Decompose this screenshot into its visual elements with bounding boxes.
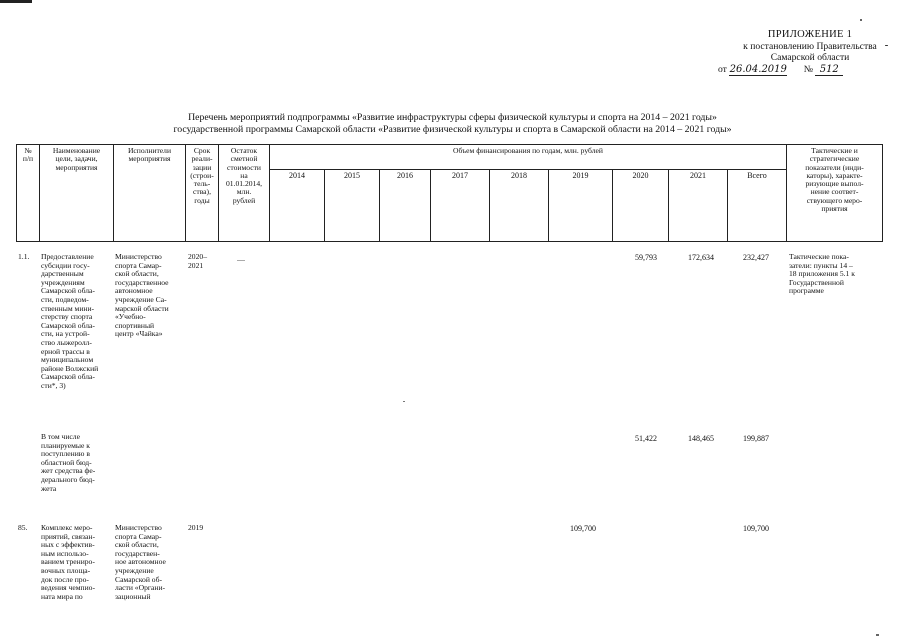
scan-corner-mark xyxy=(0,0,32,3)
header-remainder: Остаток сметной стоимости на 01.01.2014, млн. рублей xyxy=(218,144,270,242)
scan-speck xyxy=(860,19,862,21)
row-value-2021: 148,465 xyxy=(688,434,714,443)
row-value-total: 109,700 xyxy=(743,524,769,533)
year-header: 2015 xyxy=(324,169,380,242)
from-prefix: от xyxy=(718,64,727,75)
scan-speck xyxy=(876,634,879,636)
year-header: 2017 xyxy=(430,169,490,242)
decree-date: 26.04.2019 xyxy=(729,64,787,75)
header-indicators: Тактические и стратегические показатели (инди- каторы), характе- ризующие выпол- нение соответ- ствующего меро- приятия xyxy=(786,144,883,242)
year-header: 2014 xyxy=(269,169,325,242)
row-value-2021: 172,634 xyxy=(688,253,714,262)
row-value-total: 232,427 xyxy=(743,253,769,262)
row-value-total: 199,887 xyxy=(743,434,769,443)
scan-speck xyxy=(403,401,405,402)
year-header: 2018 xyxy=(489,169,549,242)
row-executors: Министерство спорта Самар- ской области, государствен- ное автономное учреждение Самарской об- ласти «Органи- зационный xyxy=(115,523,166,601)
appendix-title: ПРИЛОЖЕНИЕ 1 xyxy=(767,29,853,40)
year-header: 2020 xyxy=(612,169,669,242)
appendix-signature-line xyxy=(718,64,893,76)
row-value-2019: 109,700 xyxy=(570,524,596,533)
header-name: Наименование цели, задачи, мероприятия xyxy=(39,144,114,242)
row-num: 1.1. xyxy=(18,252,30,261)
row-value-2020: 59,793 xyxy=(635,253,657,262)
year-header: 2021 xyxy=(668,169,728,242)
row-indicators: Тактические пока- затели: пункты 14 – 18 приложения 5.1 к Государственной программе xyxy=(789,252,855,296)
number-prefix: № xyxy=(803,64,813,75)
row-name: Предоставление субсидии госу- дарственным учреждениям Самарской обла- сти, подведом- ственным мини- стерству спорта Самарской обла- сти, на устрой- ство лыжеролл- ерной трассы в муниципальном районе Волжский Самарской обла- сти*, 3) xyxy=(41,252,99,390)
document-title-line-2: государственной программы Самарской области «Развитие физической культуры и спорта в Самарской области на 2014 – 2021 годы» xyxy=(173,124,732,135)
appendix-line-2: Самарской области xyxy=(770,52,850,63)
header-funding: Объем финансирования по годам, млн. рублей xyxy=(269,144,787,170)
row-executors: Министерство спорта Самар- ской области, государственное автономное учреждение Са- марской области «Учебно- спортивный центр «Чайка» xyxy=(115,252,169,339)
row-name: Комплекс меро- приятий, связан- ных с эффектив- ным использо- ванием трениро- вочных площа- док после про- ведения чемпио- ната мира по xyxy=(41,523,96,601)
row-name: В том числе планируемые к поступлению в областной бюд- жет средства фе- дерального бюд- жета xyxy=(41,432,96,493)
row-term: 2020– 2021 xyxy=(188,252,207,270)
year-header: Всего xyxy=(727,169,787,242)
decree-number: 512 xyxy=(815,64,843,76)
header-term: Срок реали- зации (строи- тель- ства), годы xyxy=(185,144,219,242)
appendix-line-1: к постановлению Правительства xyxy=(743,41,877,52)
header-executors: Исполнители мероприятия xyxy=(113,144,186,242)
header-num: № п/п xyxy=(16,144,40,242)
document-title-line-1: Перечень мероприятий подпрограммы «Развитие инфраструктуры сферы физической культуры и спорта на 2014 – 2021 годы» xyxy=(188,112,717,123)
row-term: 2019 xyxy=(188,523,204,532)
scan-speck xyxy=(237,260,245,261)
row-value-2020: 51,422 xyxy=(635,434,657,443)
row-num: 85. xyxy=(18,523,28,532)
year-header: 2019 xyxy=(548,169,613,242)
year-header: 2016 xyxy=(379,169,431,242)
